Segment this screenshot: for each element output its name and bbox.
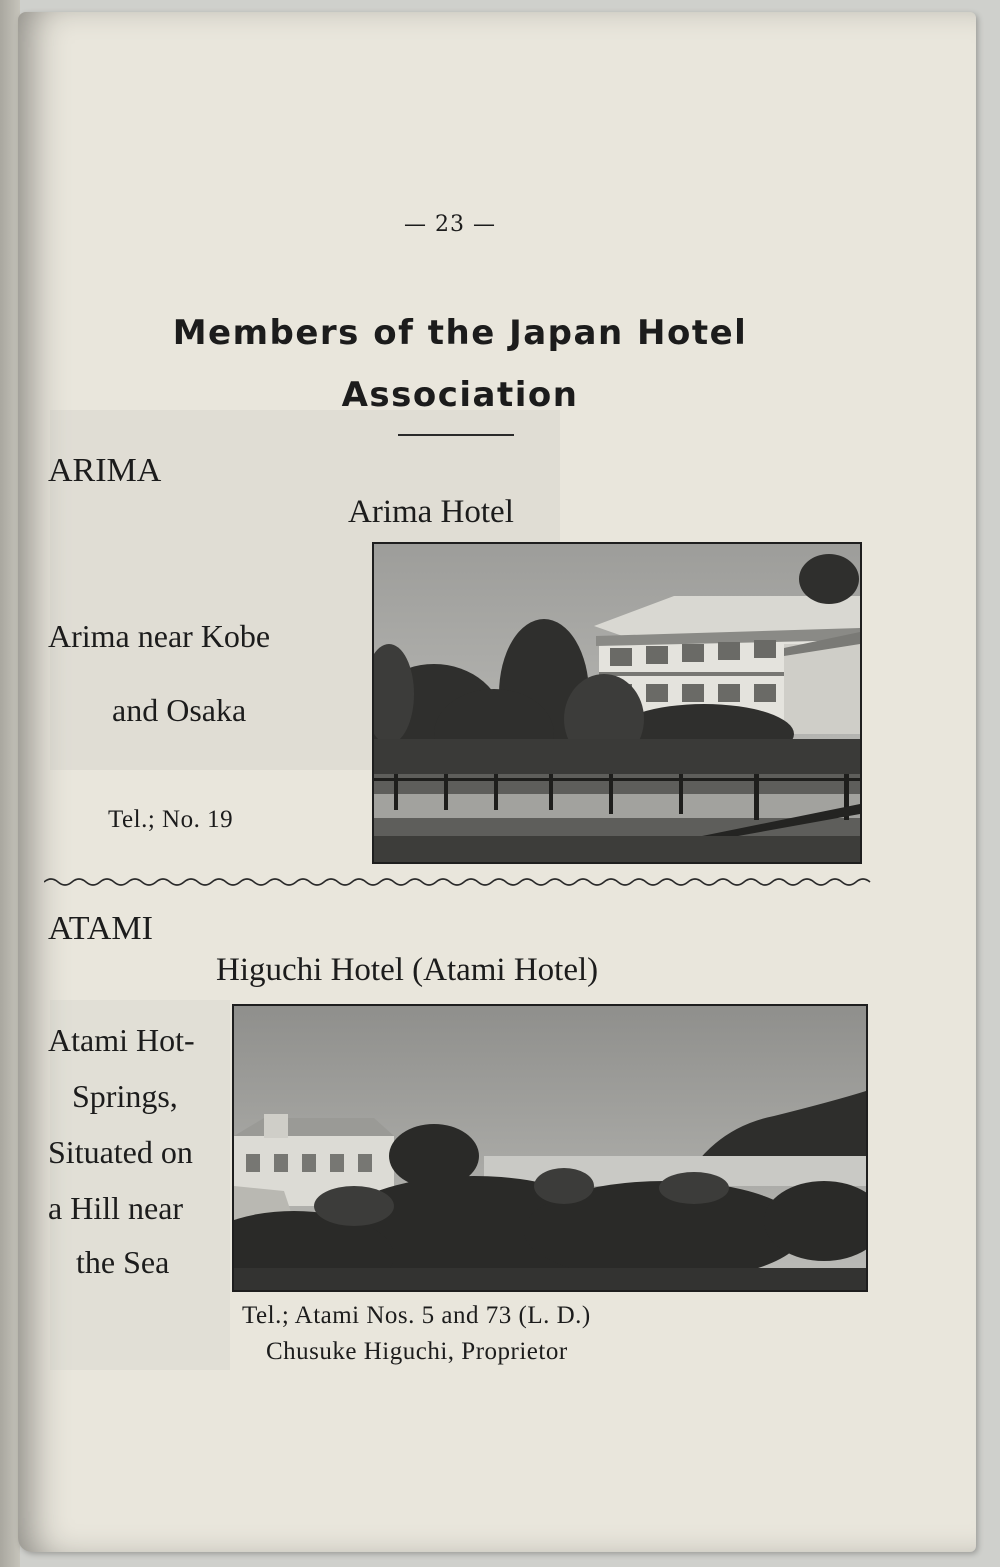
hotel-telephone: Tel.; No. 19 <box>108 806 234 833</box>
page-title-line: Members of the Japan Hotel <box>172 313 748 353</box>
hotel-address-line: Arima near Kobe <box>48 618 271 654</box>
hotel-proprietor: Chusuke Higuchi, Proprietor <box>266 1338 568 1365</box>
seaside-hotel-photo <box>232 1004 868 1292</box>
hotel-name: Arima Hotel <box>348 494 514 530</box>
hotel-name: Higuchi Hotel (Atami Hotel) <box>216 952 599 988</box>
hotel-address-line: Situated on <box>48 1134 193 1170</box>
page-title-line: Association <box>341 375 579 415</box>
page-edge <box>0 0 20 1567</box>
region-heading: ATAMI <box>48 910 153 947</box>
region-heading: ARIMA <box>48 452 162 489</box>
page-number: — 23 — <box>404 212 496 237</box>
page-title <box>100 302 820 426</box>
hotel-address-line: a Hill near <box>48 1190 184 1226</box>
hotel-address-line: and Osaka <box>112 692 247 728</box>
hotel-address-line: the Sea <box>76 1244 170 1280</box>
hotel-building-photo <box>372 542 862 864</box>
hotel-address-line: Atami Hot- <box>48 1022 195 1058</box>
title-divider <box>398 434 514 436</box>
hotel-address-line: Springs, <box>72 1078 178 1114</box>
section-divider-wavy <box>44 874 874 890</box>
hotel-telephone: Tel.; Atami Nos. 5 and 73 (L. D.) <box>242 1302 591 1329</box>
